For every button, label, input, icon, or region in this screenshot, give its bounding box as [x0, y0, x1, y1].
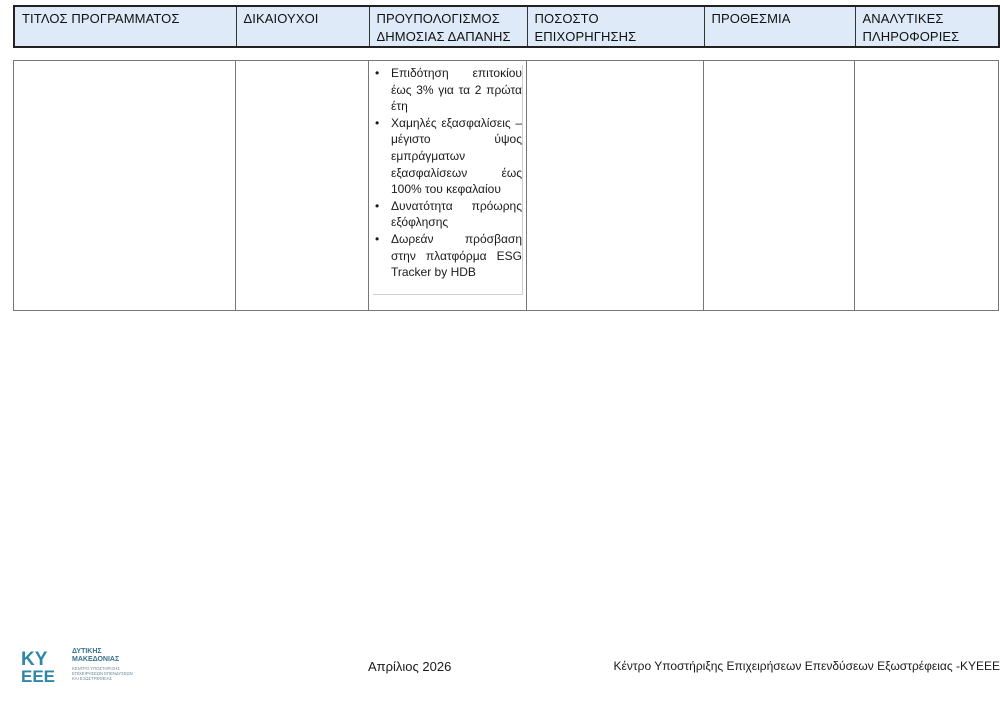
cell-budget [369, 61, 527, 311]
cell-beneficiaries [236, 61, 369, 311]
list-item [373, 231, 522, 281]
cell-title [14, 61, 236, 311]
kyeee-logo [20, 648, 140, 684]
column-header-deadline: ΠΡΟΘΕΣΜΙΑ [704, 6, 855, 47]
svg-text:ΕΕΕ: ΕΕΕ [21, 667, 56, 684]
list-item-text: Επιδότηση επιτοκίου έως 3% για τα 2 πρώτα έτη [391, 66, 522, 114]
bullet-icon: • [375, 198, 380, 213]
list-item [373, 115, 522, 198]
logo-small-text: ΚΕΝΤΡΟ ΥΠΟΣΤΗΡΙΞΗΣ ΕΠΙΧΕΙΡΗΣΕΩΝ ΕΠΕΝΔΥΣΕΩΝ ΚΑΙ ΕΞΩΣΤΡΕΦΕΙΑΣ [72, 666, 133, 681]
column-header-rate: ΠΟΣΟΣΤΟ ΕΠΙΧΟΡΗΓΗΣΗΣ [527, 6, 704, 47]
svg-text:ΚΥ: ΚΥ [21, 649, 48, 670]
list-item-text: Δωρεάν πρόσβαση στην πλατφόρμα ESG Tracker by HDB [391, 231, 522, 280]
footer-date: Απρίλιος 2026 [368, 659, 452, 674]
cell-rate [527, 61, 704, 311]
footer-organization: Κέντρο Υποστήριξης Επιχειρήσεων Επενδύσεων Εξωστρέφειας -ΚΥΕΕΕ [613, 659, 1000, 673]
logo-region-text: ΔΥΤΙΚΗΣ ΜΑΚΕΔΟΝΙΑΣ [72, 648, 120, 663]
list-item [373, 198, 522, 231]
budget-list [373, 65, 522, 281]
list-item-text: Δυνατότητα πρόωρης εξόφλησης [391, 198, 522, 230]
bullet-icon: • [375, 66, 380, 80]
bullet-icon: • [375, 115, 380, 130]
kyeee-logo-icon [20, 648, 66, 684]
list-item [373, 65, 522, 115]
budget-text-box [373, 65, 523, 295]
cell-info [855, 61, 999, 311]
bullet-icon: • [375, 231, 380, 246]
list-item-text: Χαμηλές εξασφαλίσεις – μέγιστο ύψος εμπράγματων εξασφαλίσεων έως 100% του κεφαλαίου [391, 115, 522, 197]
column-header-budget: ΠΡΟΥΠΟΛΟΓΙΣΜΟΣ ΔΗΜΟΣΙΑΣ ΔΑΠΑΝΗΣ [369, 6, 527, 47]
column-header-beneficiaries: ΔΙΚΑΙΟΥΧΟΙ [236, 6, 369, 47]
table-row [13, 60, 999, 311]
column-header-title: ΤΙΤΛΟΣ ΠΡΟΓΡΑΜΜΑΤΟΣ [14, 6, 236, 47]
cell-deadline [704, 61, 855, 311]
column-header-info: ΑΝΑΛΥΤΙΚΕΣ ΠΛΗΡΟΦΟΡΙΕΣ [855, 6, 999, 47]
header-row [13, 5, 1000, 48]
